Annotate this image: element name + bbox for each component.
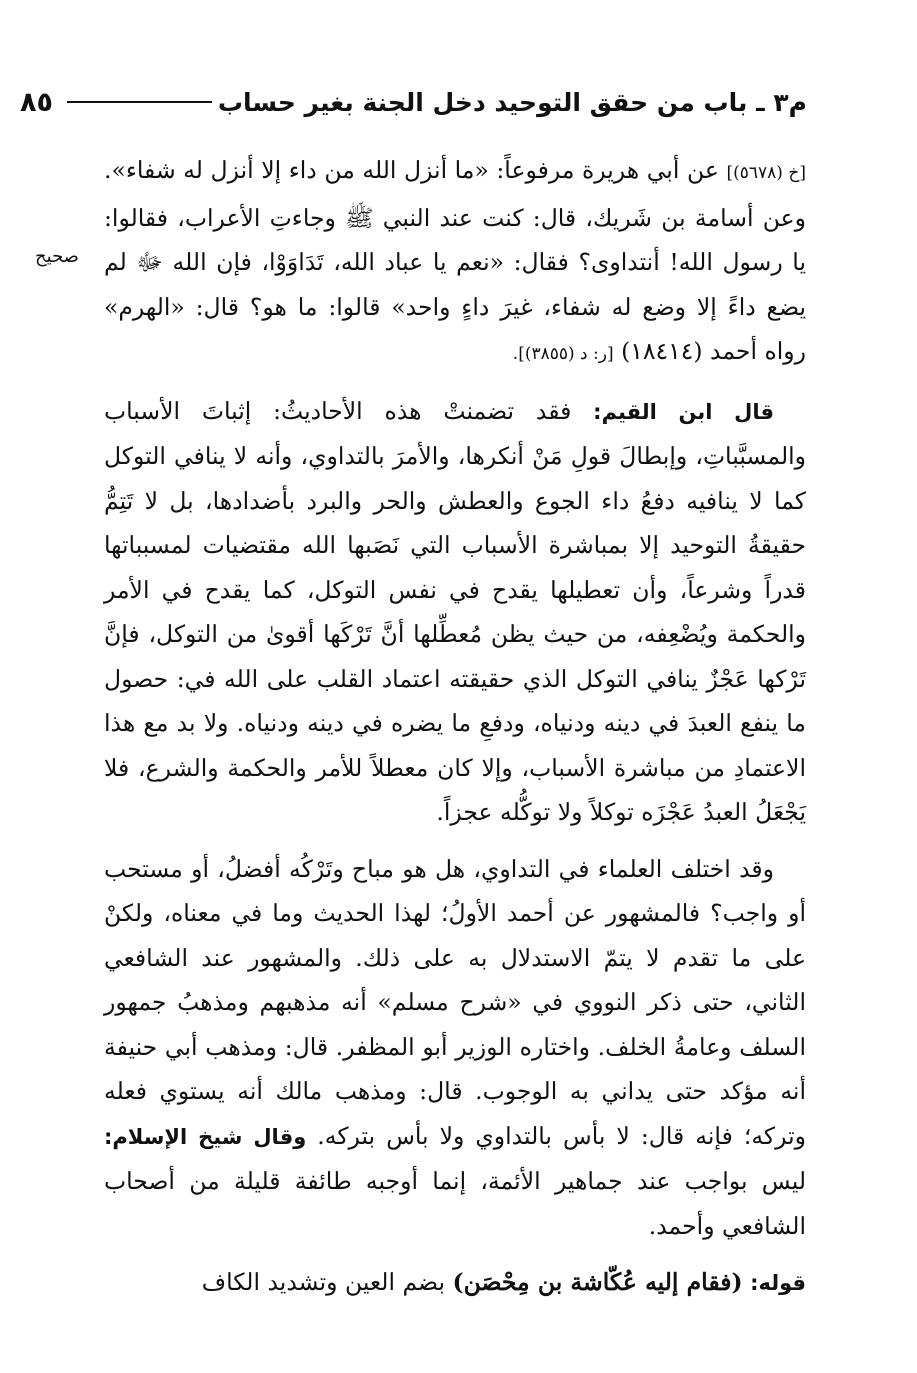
paragraph-text: وقد اختلف العلماء في التداوي، هل هو مباح وتَرْكُه أفضلُ، أو مستحب أو واجب؟ فالمشهور عن أحمد الأولُ؛ لهذا الحديث وما في معناه، ولكنْ على ما تقدم لا يتمّ الاستدلال به على ذلك. والمشهور عند الشافعي الثاني، حتى ذكر النووي في «شرح مسلم» أنه مذهبهم ومذهبُ جمهور السلف وعامةُ الخلف. واختاره الوزير أبو المظفر. قال: ومذهب أبي حنيفة أنه مؤكد حتى يداني به الوجوب. قال: ومذهب مالك أنه يستوي فعله وتركه؛ فإنه قال: لا بأس بالتداوي ولا بأس بتركه. [104, 854, 806, 1150]
running-header [20, 82, 807, 122]
hadith-reference-end: [ر: د (٣٨٥٥)]. [512, 344, 614, 364]
paragraph-text: بضم العين وتشديد الكاف [201, 1268, 446, 1296]
quote-lead: وقال شيخ الإسلام: [104, 1124, 307, 1149]
header-rule [67, 101, 212, 103]
quote-lead: قوله: [750, 1271, 806, 1295]
main-text [104, 148, 806, 1318]
quoted-phrase: (فقام إليه عُكّاشة بن مِحْصَن) [452, 1268, 743, 1296]
paragraph-text: فقد تضمنتْ هذه الأحاديثُ: إثباتَ الأسباب والمسبَّباتِ، وإبطالَ قولِ مَنْ أنكرها، والأمرَ بالتداوي، وأنه لا ينافي التوكل كما لا ينافيه دفعُ داء الجوع والعطش والحر والبرد بأضدادها، بل لا تَتِمُّ حقيقةُ التوحيد إلا بمباشرة الأسباب التي نَصَبها الله مقتضيات لمسبباتها قدراً وشرعاً، وأن تعطيلها يقدح في نفس التوكل، كما يقدح في الأمر والحكمة ويُضْعِفه، من حيث يظن مُعطِّلها أنَّ تَرْكَها أقوىٰ من التوكل، فإنَّ تَرْكها عَجْزٌ ينافي التوكل الذي حقيقته اعتماد القلب على الله في: حصول ما ينفع العبدَ في دينه ودنياه، ودفعِ ما يضره في دينه ودنياه. ولا بد مع هذا الاعتمادِ من مباشرة الأسباب، وإلا كان معطلاً للأمر والحكمة والشرع، فلا يَجْعَلُ العبدُ عَجْزَه توكلاً ولا توكُّله عجزاً. [104, 396, 806, 826]
paragraph-ibn-qayyim [104, 389, 806, 835]
paragraph-hadith [104, 148, 806, 377]
paragraph-scholars [104, 847, 806, 1249]
page-number: ٨٥ [20, 86, 53, 118]
chapter-title: م٣ ـ باب من حقق التوحيد دخل الجنة بغير حساب [217, 87, 807, 117]
margin-grading-note: صحيح [35, 246, 79, 267]
hadith-reference: [خ (٥٦٧٨)] [726, 163, 806, 183]
paragraph-text-cont: ليس بواجب عند جماهير الأئمة، إنما أوجبه طائفة قليلة من أصحاب الشافعي وأحمد. [104, 1167, 806, 1240]
paragraph-commentary [104, 1260, 806, 1306]
paragraph-text: عن أبي هريرة مرفوعاً: «ما أنزل الله من داء إلا أنزل له شفاء». وعن أسامة بن شَريك، قال: كنت عند النبي ﷺ وجاءتِ الأعراب، فقالوا: يا رسول الله! أنتداوى؟ فقال: «نعم يا عباد الله، تَدَاوَوْا، فإن الله ﷻ لم يضع داءً إلا وضع له شفاء، غيرَ داءٍ واحد» قالوا: ما هو؟ قال: «الهرم» رواه أحمد (١٨٤١٤) [104, 156, 806, 365]
quote-lead: قال ابن القيم: [593, 399, 774, 424]
